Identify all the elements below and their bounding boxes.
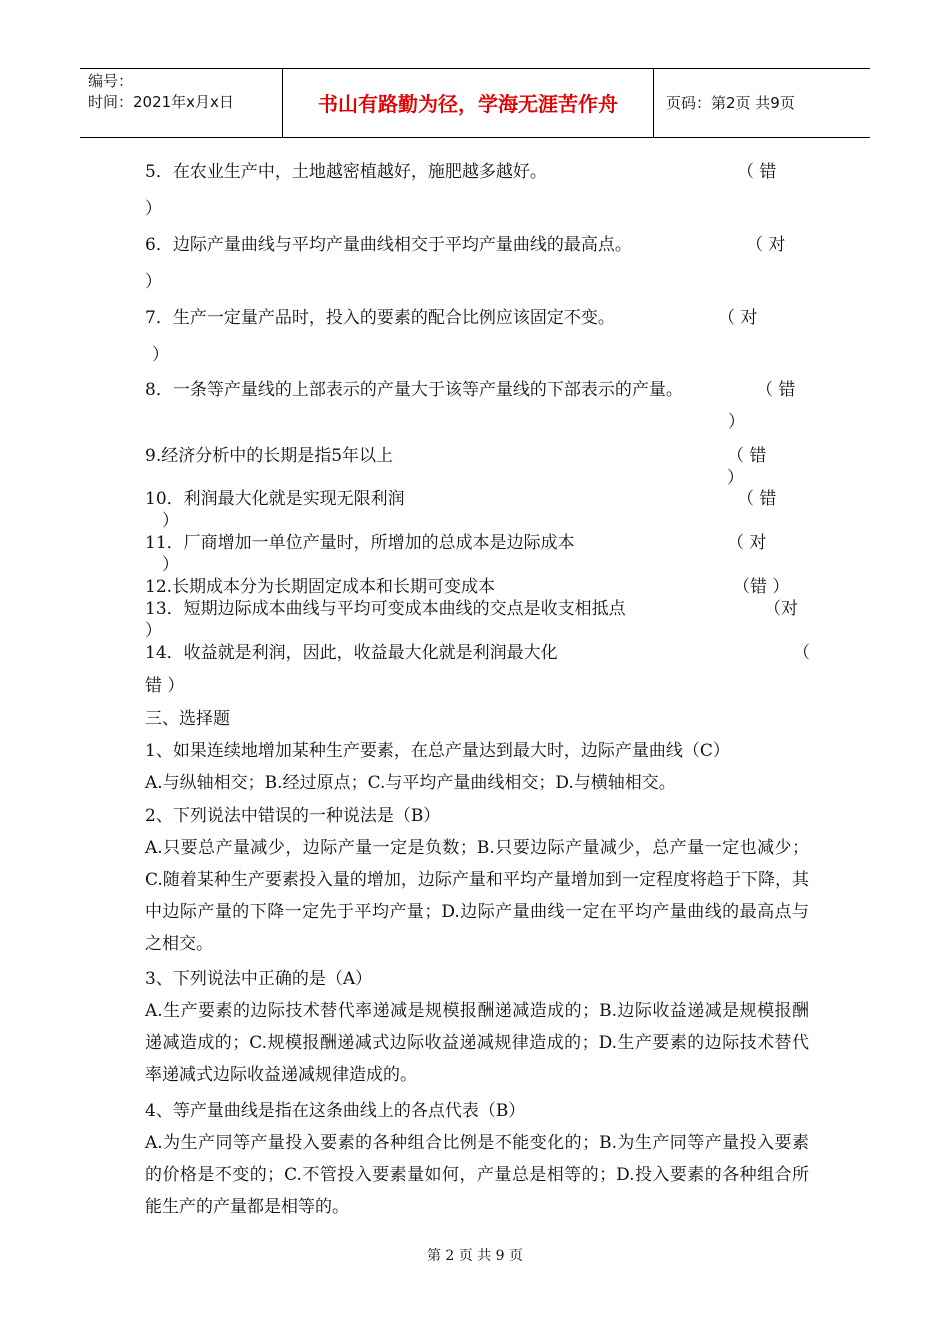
judgment-answer-close-8: ） bbox=[728, 412, 745, 432]
judgment-answer-close-10: ） bbox=[162, 511, 179, 531]
question-4: 4、等产量曲线是指在这条曲线上的各点代表（B） bbox=[145, 1101, 526, 1121]
judgment-item-7: 7．生产一定量产品时，投入的要素的配合比例应该固定不变。 bbox=[145, 308, 615, 328]
judgment-item-14: 14．收益就是利润，因此，收益最大化就是利润最大化 bbox=[145, 643, 558, 663]
question-2-options: A.只要总产量减少，边际产量一定是负数；B.只要边际产量减少，总产量一定也减少；C.随着某种生产要素投入量的增加，边际产量和平均产量增加到一定程度将趋于下降，其中边际产量的下降一定先于平均产量；D.边际产量曲线一定在平均产量曲线的最高点与之相交。 bbox=[145, 838, 809, 954]
judgment-answer-close-13: ） bbox=[145, 621, 162, 641]
page-footer: 第 2 页 共 9 页 bbox=[426, 1248, 524, 1264]
header-meta-cell bbox=[80, 69, 283, 137]
question-1-options: A.与纵轴相交；B.经过原点；C.与平均产量曲线相交；D.与横轴相交。 bbox=[145, 773, 676, 793]
judgment-answer-5: （ 错 bbox=[737, 162, 777, 182]
judgment-answer-12: （错 ） bbox=[733, 577, 790, 597]
date-label: 时间：2021年x月x日 bbox=[88, 93, 234, 111]
judgment-answer-6: （ 对 bbox=[746, 235, 786, 255]
judgment-answer-13: （对 bbox=[764, 599, 798, 619]
judgment-answer-close-6: ） bbox=[145, 272, 162, 292]
question-4-options: A.为生产同等产量投入要素的各种组合比例是不能变化的；B.为生产同等产量投入要素的价格是不变的；C.不管投入要素量如何，产量总是相等的；D.投入要素的各种组合所能生产的产量都是相等的。 bbox=[145, 1133, 809, 1217]
judgment-answer-close-14: 错 ） bbox=[145, 676, 185, 696]
page-header bbox=[80, 68, 870, 138]
judgment-answer-close-11: ） bbox=[162, 555, 179, 575]
judgment-answer-close-7: ） bbox=[152, 345, 169, 365]
judgment-answer-9: （ 错 bbox=[727, 446, 767, 466]
judgment-answer-11: （ 对 bbox=[727, 533, 767, 553]
question-3: 3、下列说法中正确的是（A） bbox=[145, 969, 373, 989]
judgment-answer-8: （ 错 bbox=[756, 380, 796, 400]
judgment-item-10: 10．利润最大化就是实现无限利润 bbox=[145, 489, 405, 509]
question-1: 1、如果连续地增加某种生产要素，在总产量达到最大时，边际产量曲线（C） bbox=[145, 741, 730, 761]
motto-text: 书山有路勤为径，学海无涯苦作舟 bbox=[318, 92, 618, 116]
judgment-item-11: 11．厂商增加一单位产量时，所增加的总成本是边际成本 bbox=[145, 533, 575, 553]
question-3-options: A.生产要素的边际技术替代率递减是规模报酬递减造成的；B.边际收益递减是规模报酬递减造成的；C.规模报酬递减式边际收益递减规律造成的；D.生产要素的边际技术替代率递减式边际收益递减规律造成的。 bbox=[145, 1001, 809, 1085]
page-info: 页码：第2页 共9页 bbox=[666, 94, 795, 112]
judgment-item-12: 12.长期成本分为长期固定成本和长期可变成本 bbox=[145, 577, 496, 597]
judgment-item-9: 9.经济分析中的长期是指5年以上 bbox=[145, 446, 394, 466]
judgment-item-6: 6．边际产量曲线与平均产量曲线相交于平均产量曲线的最高点。 bbox=[145, 235, 632, 255]
judgment-answer-close-9: ） bbox=[727, 468, 744, 488]
question-2: 2、下列说法中错误的一种说法是（B） bbox=[145, 806, 441, 826]
judgment-answer-7: （ 对 bbox=[718, 308, 758, 328]
judgment-item-8: 8．一条等产量线的上部表示的产量大于该等产量线的下部表示的产量。 bbox=[145, 380, 683, 400]
header-motto-cell bbox=[283, 69, 654, 137]
judgment-answer-close-5: ） bbox=[145, 199, 162, 219]
judgment-answer-10: （ 错 bbox=[737, 489, 777, 509]
serial-label: 编号： bbox=[88, 72, 134, 90]
judgment-item-13: 13．短期边际成本曲线与平均可变成本曲线的交点是收支相抵点 bbox=[145, 599, 626, 619]
judgment-item-5: 5．在农业生产中，土地越密植越好，施肥越多越好。 bbox=[145, 162, 547, 182]
judgment-answer-14: （ bbox=[793, 643, 810, 663]
section-title: 三、选择题 bbox=[145, 709, 230, 729]
header-page-cell bbox=[654, 69, 870, 137]
